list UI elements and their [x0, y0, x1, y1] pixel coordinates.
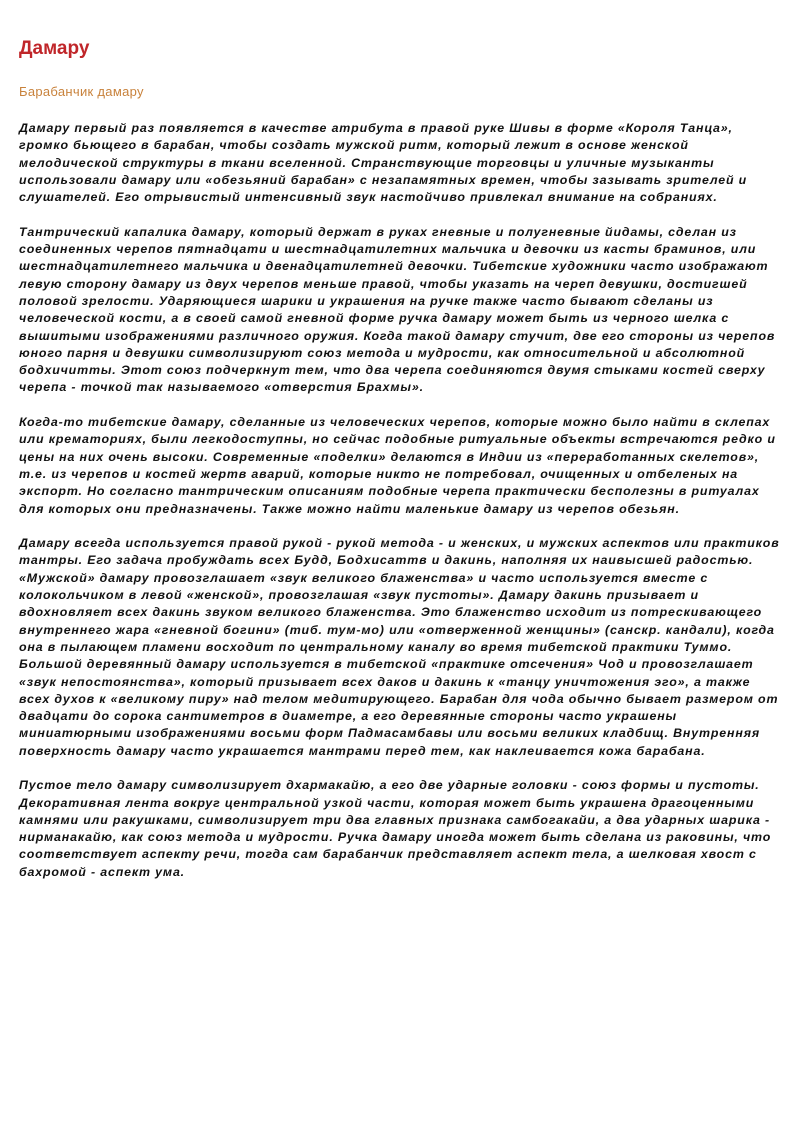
page-title: Дамару	[19, 38, 90, 59]
paragraph-1: Дамару первый раз появляется в качестве атрибута в правой руке Шивы в форме «Короля Танца», громко бьющего в барабан, чтобы создать мужской ритм, который лежит в основе женской мелодической структуры в ткани вселенной. Странствующие торговцы и уличные музыканты использовали дамару или «обезьяний барабан» с незапамятных времен, чтобы зазывать зрителей и слушателей. Его отрывистый интенсивный звук настойчиво привлекал внимание на собраниях.	[19, 121, 748, 205]
article-body	[19, 120, 780, 881]
paragraph-2: Тантрический капалика дамару, который держат в руках гневные и полугневные йидамы, сделан из соединенных черепов пятнадцати и шестнадцатилетних мальчика и девочки из касты браминов, или шестнадцатилетнего мальчика и двенадцатилетней девочки. Тибетские художники часто изображают левую сторону дамару из двух черепов меньше правой, чтобы указать на череп девушки, достигшей половой зрелости. Ударяющиеся шарики и украшения на ручке также часто бывают сделаны из человеческой кости, а в своей самой гневной форме ручка дамару может быть из черного шелка с вышитыми изображениями различного оружия. Когда такой дамару стучит, две его стороны из черепов юного парня и девушки символизируют союз метода и мудрости, как относительной и абсолютной бодхичитты. Этот союз подчеркнут тем, что два черепа соединяются двумя стыками костей сверху черепа - точкой так называемого «отверстия Брахмы».	[19, 224, 776, 395]
paragraph-3: Когда-то тибетские дамару, сделанные из человеческих черепов, которые можно было найти в склепах или крематориях, были легкодоступны, но сейчас подобные ритуальные объекты встречаются редко и цены на них очень высоки. Современные «поделки» делаются в Индии из «переработанных скелетов», т.е. из черепов и костей жертв аварий, которые никто не потребовал, очищенных и отбеленых на экспорт. Но согласно тантрическим описаниям подобные черепа практически бесполезны в ритуалах для которых они предназначены. Также можно найти маленькие дамару из черепов обезьян.	[19, 415, 776, 516]
page-subtitle: Барабанчик дамару	[19, 84, 144, 99]
paragraph-4: Дамару всегда используется правой рукой - рукой метода - и женских, и мужских аспектов или практиков тантры. Его задача пробуждать всех Будд, Бодхисаттв и дакинь, наполняя их наивысшей радостью. «Мужской» дамару провозглашает «звук великого блаженства» и часто используется вместе с колокольчиком в левой «женской», провозглашая «звук пустоты». Дамару дакинь призывает и вдохновляет всех дакинь звуком великого блаженства. Это блаженство исходит из потрескивающего внутреннего жара «гневной богини» (тиб. тум-мо) или «отверженной женщины» (санскр. кандали), когда она в пылающем пламени восходит по центральному каналу во время тибетской практики Туммо. Большой деревянный дамару используется в тибетской «практике отсечения» Чод и провозглашает «звук непостоянства», который призывает всех даков и дакинь к «танцу уничтожения эго», а также всех духов к «великому пиру» над телом медитирующего. Барабан для чода обычно бывает размером от двадцати до сорока сантиметров в диаметре, а его деревянные стороны часто украшены миниатюрными изображениями восьми форм Падмасамбавы или восьми великих кладбищ. Внутренняя поверхность дамару часто украшается мантрами перед тем, как наклеивается кожа барабана.	[19, 536, 780, 758]
paragraph-5: Пустое тело дамару символизирует дхармакайю, а его две ударные головки - союз формы и пустоты. Декоративная лента вокруг центральной узкой части, которая может быть украшена драгоценными камнями или ракушками, символизирует три два главных признака самбогакайи, а два ударных шарика - нирманакайю, как союз метода и мудрости. Ручка дамару иногда может быть сделана из раковины, что соответствует аспекту речи, тогда сам барабанчик представляет аспект тела, а шелковая хвост с бахромой - аспект ума.	[19, 778, 772, 879]
